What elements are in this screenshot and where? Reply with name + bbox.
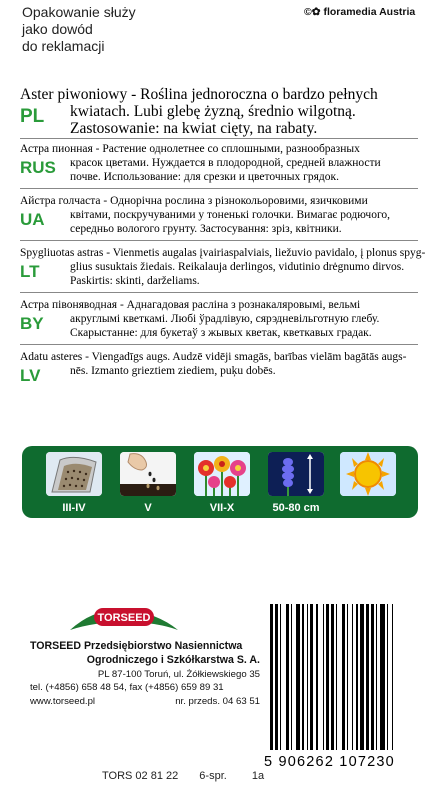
description-pl	[20, 86, 418, 137]
plant-name: Астра пионная	[20, 143, 93, 155]
company-address: PL 87-100 Toruń, ul. Żółkiewskiego 35	[97, 668, 260, 680]
language-code: RUS	[20, 158, 56, 177]
description-line: - Растение однолетнее со сплошными, разнообразных	[92, 143, 360, 155]
barcode-bars	[270, 604, 424, 750]
divider	[20, 240, 418, 241]
description-lt	[20, 246, 426, 288]
description-rus	[20, 142, 418, 184]
description-line: Zastosowanie: na kwiat cięty, na rabaty.	[70, 120, 318, 137]
brand-name: floramedia Austria	[323, 6, 416, 18]
company-phone: tel. (+4856) 658 48 54, fax (+4856) 659 89 31	[30, 682, 224, 694]
divider	[20, 344, 418, 345]
barcode	[264, 604, 424, 774]
description-lv	[20, 350, 418, 385]
logo-text: TORSEED	[97, 612, 151, 624]
plant-name: Айстра голчаста	[20, 195, 101, 207]
complaint-line: do reklamacji	[22, 38, 105, 54]
flowers-icon	[194, 452, 250, 496]
torseed-logo	[64, 604, 184, 634]
description-line: - Аднагадовая расліна з рознакаляровымі, вельмі	[117, 299, 361, 311]
complaint-line: Opakowanie służy	[22, 4, 136, 20]
company-info	[30, 640, 260, 709]
pack-code: 6-spr.	[199, 770, 227, 782]
seed-depth-label: V	[144, 502, 152, 514]
language-code: BY	[20, 314, 44, 333]
description-line: glius susuktais žiedais. Reikalauja derlingos, vidutinio drėgnumo dirvos.	[70, 261, 405, 273]
divider	[20, 188, 418, 189]
floramedia-logo-icon: ©✿	[304, 6, 321, 18]
complaint-note	[22, 4, 136, 55]
description-line: Скарыстанне: для букетаў з жывых кветак, кветкавых градак.	[70, 327, 372, 339]
language-code: PL	[20, 106, 45, 127]
description-line: середньо вологого грунту. Застосування: зріз, квітники.	[70, 223, 342, 235]
language-code: UA	[20, 210, 45, 229]
description-line: nēs. Izmanto grieztiem ziediem, puķu dobēs.	[70, 365, 276, 377]
description-line: - Однорічна рослина з різнокольоровими, язичковими	[100, 195, 368, 207]
description-by	[20, 298, 418, 340]
product-codes	[102, 770, 264, 782]
complaint-line: jako dowód	[22, 21, 93, 37]
company-name-2: Ogrodniczego i Szkółkarstwa S. A.	[86, 653, 260, 666]
description-line: Paskirtis: skinti, darželiams.	[70, 275, 200, 287]
divider	[20, 138, 418, 139]
language-code: LV	[20, 366, 41, 385]
product-code: TORS 02 81 22	[102, 770, 179, 782]
sowing-tray-icon	[46, 452, 102, 496]
description-line: - Roślina jednoroczna o bardzo pełnych	[127, 86, 378, 103]
plant-name: Spygliuotas astras	[20, 247, 104, 259]
plant-height-icon	[268, 452, 324, 496]
description-line: красок цветами. Нуждается в плодородной, средней влажности	[70, 157, 381, 169]
description-line: kwiatach. Lubi glebę żyzną, średnio wilgotną.	[70, 103, 356, 120]
height-label: 50-80 cm	[272, 502, 320, 514]
cultivation-icon-strip	[22, 446, 418, 518]
sowing-month-label: III-IV	[62, 502, 86, 514]
plant-name: Астра півоняводная	[20, 299, 118, 311]
plant-name: Adatu asteres	[20, 351, 83, 363]
company-reg-no: nr. przeds. 04 63 51	[175, 696, 260, 708]
flowering-month-label: VII-X	[209, 502, 235, 514]
description-line: квітами, поскручуваними у тоненькі голочки. Вимагає родючого,	[70, 209, 391, 221]
description-line: - Viengadīgs augs. Audzē vidēji smagās, barības vielām bagātās augs-	[82, 351, 407, 363]
description-line: акруглымі кветкамі. Любі ўрадлівую, сярэдневільготную глебу.	[70, 313, 380, 325]
company-name: TORSEED Przedsiębiorstwo Nasiennictwa	[30, 640, 243, 652]
seed-hand-icon	[120, 452, 176, 496]
brand-mark	[304, 6, 415, 18]
sun-icon	[340, 452, 396, 496]
language-code: LT	[20, 262, 40, 281]
company-website: www.torseed.pl	[30, 696, 96, 708]
description-ua	[20, 194, 418, 236]
description-line: почве. Использование: для срезки и цветочных грядок.	[70, 171, 339, 183]
class-code: 1a	[251, 770, 265, 782]
divider	[20, 292, 418, 293]
barcode-digits: 5 906262 107230	[264, 754, 395, 770]
description-line: - Vienmetis augalas įvairiaspalviais, liežuvio pavidalo, į plonus spyg-	[103, 247, 426, 259]
plant-name: Aster piwoniowy	[20, 86, 128, 103]
